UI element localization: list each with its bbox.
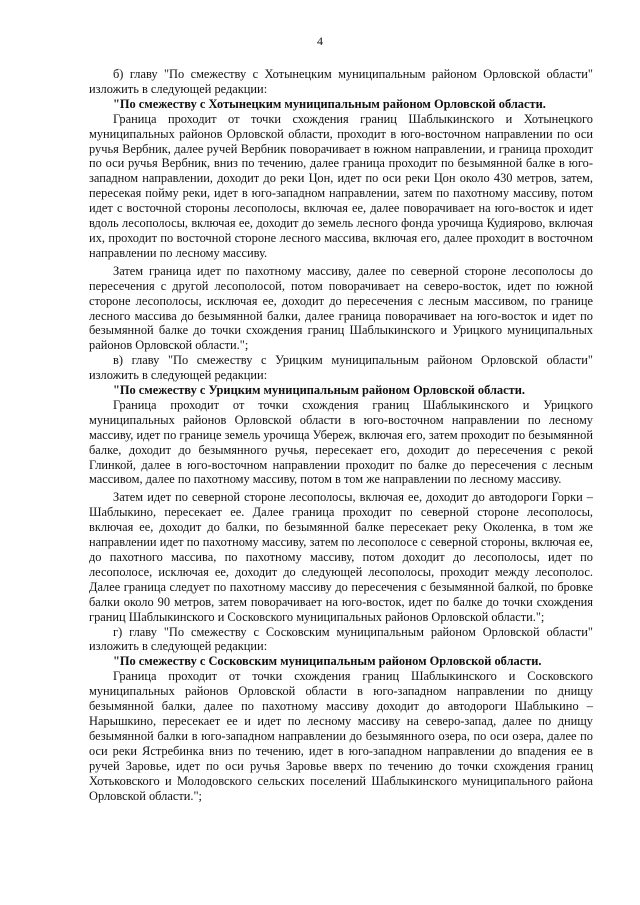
paragraph-khotynets-1: Граница проходит от точки схождения границ Шаблыкинского и Хотынецкого муниципальных районов Орловской области, проходит в юго-восточном направлении по оси ручья Вербник, далее ручей Вербник поворачивает в южном направлении, и граница проходит по оси ручья Вербник, вниз по течению, далее граница проходит по безымянной балке в юго-западном направлении, доходит до реки Цон, идет по оси реки Цон около 430 метров, затем, пересекая пойму реки, идет в юго-западном направлении, затем по пахотному массиву, потом идет с восточной стороны лесополосы, включая ее, далее поворачивает на юго-восток и идет вдоль лесополосы, включая ее, доходит до земель лесного фонда урочища Кудиярово, включая их, проходит по восточной стороне лесного массива, включая его, далее проходит в восточном направлении по лесному массиву. bbox=[89, 111, 593, 260]
page-number: 4 bbox=[317, 34, 323, 48]
heading-khotynets: "По смежеству с Хотынецким муниципальным районом Орловской области. bbox=[113, 96, 546, 111]
paragraph-amendment-v: в) главу "По смежеству с Урицким муниципальным районом Орловской области" изложить в следующей редакции: bbox=[89, 353, 593, 383]
paragraph-uritsky-1: Граница проходит от точки схождения границ Шаблыкинского и Урицкого муниципальных районов Орловской области в юго-восточном направлении по лесному массиву, идет по границе земель урочища Убереж, включая его, затем проходит по безымянной балке, доходит до безымянного ручья, пересекает его, доходит до пересечения с рекой Глинкой, далее в юго-восточном направлении проходит по балке до пересечения с лесным массивом, далее по пахотному массиву, потом в том же направлении по лесному массиву. bbox=[89, 397, 593, 487]
paragraph-uritsky-2: Затем идет по северной стороне лесополосы, включая ее, доходит до автодороги Горки – Шаблыкино, пересекает ее. Далее граница проходит по северной стороне лесополосы, включая ее, доходит до балки, по безымянной балке пересекает реку Околенка, в том же направлении идет по пахотному массиву, затем по лесополосе с северной стороны, включая ее, до пахотного массива, по пахотному массиву, потом доходит до лесополосы, идет по лесополосе, исключая ее, доходит до следующей лесополосы, проходит между лесополос. Далее граница следует по пахотному массиву до пересечения с безымянной балкой, по бровке балки около 90 метров, затем поворачивает на юго-восток, идет по балке до точки схождения границ Шаблыкинского и Сосковского муниципальных районов Орловской области."; bbox=[89, 490, 593, 624]
heading-uritsky: "По смежеству с Урицким муниципальным районом Орловской области. bbox=[113, 383, 525, 398]
paragraph-amendment-g: г) главу "По смежеству с Сосковским муниципальным районом Орловской области" изложить в следующей редакции: bbox=[89, 624, 593, 654]
paragraph-amendment-b: б) главу "По смежеству с Хотынецким муниципальным районом Орловской области" изложить в следующей редакции: bbox=[89, 67, 593, 96]
paragraph-khotynets-2: Затем граница идет по пахотному массиву, далее по северной стороне лесополосы до пересечения с другой лесополосой, потом поворачивает на северо-восток, идет по южной стороне лесополосы, исключая ее, доходит до пересечения с лесным массивом, по границе лесного массива до безымянной балки, далее граница поворачивает на юго-восток и идет по безымянной балке до точки схождения границ Шаблыкинского и Урицкого муниципальных районов Орловской области."; bbox=[89, 263, 593, 353]
document-body bbox=[89, 67, 593, 803]
paragraph-soskovo-1: Граница проходит от точки схождения границ Шаблыкинского и Сосковского муниципальных районов Орловской области в юго-западном направлении по днищу безымянной балки, далее по пахотному массиву доходит до автодороги Шаблыкино – Нарышкино, пересекает ее и идет по лесному массиву на северо-запад, далее по днищу безымянной балки в юго-западном направлении до безымянного озера, по оси озера, далее по оси реки Ястребинка вниз по течению, идет в юго-западном направлении до впадения ее в ручей Заровье, идет по оси ручья Заровье вверх по течению до точки схождения границ Хотьковского и Молодовского сельских поселений Шаблыкинского муниципального района Орловской области."; bbox=[89, 669, 593, 803]
heading-soskovo: "По смежеству с Сосковским муниципальным районом Орловской области. bbox=[113, 654, 542, 669]
